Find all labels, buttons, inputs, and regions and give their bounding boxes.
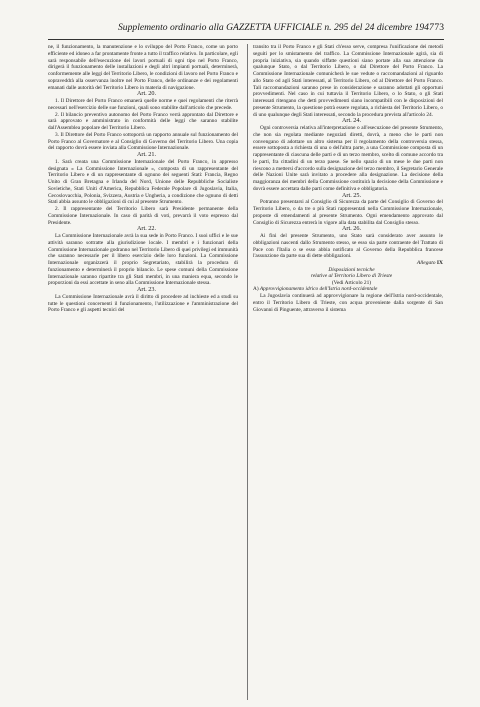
annex-label-text: Allegato	[416, 260, 436, 266]
paragraph: Ai fini del presente Strumento, uno Stato sarà considerato aver assunto le obbligazioni nascenti dallo Strumento stesso, se esso sia parte contraente del Trattato di Pace con l'Italia o se esso abbia notificato al Governo della Repubblica francese l'assunzione da parte sua di dette obbligazioni.	[253, 233, 443, 260]
paragraph: ne, il funzionamento, la manutenzione e lo sviluppo del Porto Franco, come un porto efficiente ed idoneo a far prontamente fronte a tutto il traffico relativo. In particolare, egli sarà responsabile dell'esecuzione dei lavori portuali di ogni tipo nel Porto Franco, dirigerà il funzionamento delle installazioni e degli altri impianti portuali, determinerà, conformemente alle leggi del Territorio Libero, le condizioni di lavoro nel Porto Franco e sopraveddrà alla osservanza inoltre nel Porto Franco, delle ordinanze e dei regolamenti emanati dalle autorità del Territorio Libero in materia di navigazione.	[48, 44, 238, 91]
article-heading: Art. 24.	[341, 117, 362, 125]
annex-number: IX	[436, 260, 443, 266]
page-number: 73	[434, 22, 444, 33]
article-heading: Art. 22.	[136, 225, 157, 233]
article-heading: Art. 21.	[136, 151, 157, 158]
paragraph: Ogni controversia relativa all'interpretazione o all'esecuzione del presente Strumento, che non sia regolata mediante negoziati diretti, dovrà, a meno che le parti non convengano di adottare un altro sistema per il regolamento della controversia stessa, essere sottoposta a richiesta di una o dell'altra parte, a una Commissione composta di un rappresentante di ciascuna delle parti e di un terzo membro, scelto di comune accordo tra le parti, fra cittadini di un terzo paese. Se nello spazio di un mese le due parti non riescono a mettersi d'accordo sulla designazione del terzo membro, il Segretario Generale delle Nazioni Unite sarà invitato a procedere alla designazione. La decisione della maggioranza dei membri della Commissione costituirà la decisione della Commissione e dovrà essere accettata dalle parti come definitiva e obbligatoria.	[253, 125, 443, 192]
paragraph: 2. Il bilancio preventivo autonomo del Porto Franco verrà approntato dal Direttore e sarà approvato e amministrato in conformità delle leggi che saranno stabilite dall'Assemblea popolare del Territorio Libero.	[48, 111, 238, 131]
publication-title: Supplemento ordinario alla GAZZETTA UFFICIALE n. 295 del 24 dicembre 1947	[118, 22, 434, 33]
section-heading	[253, 286, 443, 293]
article-heading: Art. 20.	[136, 90, 157, 98]
paragraph: transito tra il Porto Franco e gli Stati ch'esso serve, compresa l'unificazione dei metodi seguiti per lo smistamento del traffico. La Commissione Internazionale agirà, sia di propria iniziativa, sia quando siffatte questioni siano portate alla sua attenzione da qualunque Stato, o dal Territorio Libero, o dal Direttore del Porto Franco. La Commissione Internazionale comunicherà le sue vedute o raccomandazioni al riguardo allo Stato od agli Stati interessati, al Territorio Libero, od al Direttore del Porto Franco. Tali raccomandazioni saranno prese in considerazione e saranno adottati gli opportuni provvedimenti. Nel caso in cui tuttavia il Territorio Libero, o lo Stato, o gli Stati interessati ritengano che detti provvedimenti siano incompatibili con le disposizioni del presente Strumento, la questione potrà essere regolata, a richiesta del Territorio Libero, o di uno qualunque degli Stati interessati, secondo la procedura prevista all'articolo 24.	[253, 44, 443, 118]
header-rule	[48, 39, 444, 40]
paragraph: La Commissione Internazionale avrà il diritto di procedere ad inchieste ed a studi su tutte le questioni concernenti il funzionamento, l'utilizzazione e l'amministrazione del Porto Franco e gli aspetti tecnici del	[48, 293, 238, 314]
section-letter: A)	[253, 286, 259, 293]
annex-label	[253, 260, 443, 267]
annex-subtitle: relative al Territorio Libero di Trieste	[310, 273, 393, 280]
left-column	[48, 44, 238, 314]
paragraph: Potranno presentarsi al Consiglio di Sicurezza da parte del Consiglio di Governo del Territorio Libero, o da tre o più Stati rappresentati nella Commissione Internazionale, proposte di emendamenti al presente Strumento. Ogni emendamento approvato dal Consiglio di Sicurezza entrerà in vigore alla data stabilita dal Consiglio stesso.	[253, 199, 443, 226]
column-divider	[247, 44, 248, 700]
annex-title: Disposizioni tecniche	[328, 266, 375, 273]
paragraph: 3. Il Direttore del Porto Franco sottoporrà un rapporto annuale sul funzionamento del Porto Franco al Governatore e al Consiglio di Governo del Territorio Libero. Una copia del rapporto dovrà essere inviata alla Commissione Internazionale.	[48, 131, 238, 152]
section-title: Approvvigionamento idrico dell'Istria nord-occidentale	[259, 286, 378, 293]
page-header	[48, 22, 444, 38]
paragraph: 2. Il rappresentante del Territorio Libero sarà Presidente permanente della Commissione Internazionale. In caso di parità di voti, prevarrà il voto espresso dal Presidente.	[48, 206, 238, 226]
article-heading: Art. 23.	[136, 286, 157, 293]
paragraph: La Jugoslavia continuerà ad approvvigionare la regione dell'Istria nord-occidentale, entro il Territorio Libero di Trieste, con acqua proveniente dalla sorgente di San Giovanni di Pinguente, attraverso il sistema	[253, 293, 443, 313]
article-heading: Art. 25.	[341, 191, 362, 199]
paragraph: La Commissione Internazionale avrà la sua sede in Porto Franco. I suoi uffici e le sue attività saranno sottratte alla giurisdizione locale. I membri e i funzionari della Commissione Internazionale godranno nel Territorio Libero di quei privilegi ed immunità che saranno necessarie per il libero esercizio delle loro funzioni. La Commissione Internazionale organizzerà il proprio Segretariato, stabilirà la procedura di funzionamento e determinerà il proprio bilancio. Le spese comuni della Commissione Internazionale saranno ripartite tra gli Stati membri, in una maniera equa, secondo le proporzioni da essi accettate in seno alla Commissione Internazionale stessa.	[48, 233, 238, 287]
paragraph: 1. Il Direttore del Porto Franco emanerà quelle norme e quei regolamenti che riterrà necessari nell'esercizio delle sue funzioni, quali sono stabilite dall'articolo che precede.	[48, 98, 238, 111]
annex-reference: (Vedi Articolo 21)	[331, 279, 372, 286]
article-heading: Art. 26.	[341, 225, 362, 233]
right-column	[253, 44, 443, 313]
paragraph: 1. Sarà creata una Commissione Internazionale del Porto Franco, in appresso designata « La Commissione Internazionale », composta di un rappresentante del Territorio Libero e di un rappresentante di ognuno dei seguenti Stati: Francia, Regno Unito di Gran Bretagna e Irlanda del Nord, Unione delle Repubbliche Socialiste Sovietiche, Stati Uniti d'America, Repubblica Federale Popolare di Jugoslavia, Italia, Cecoslovacchia, Polonia, Svizzera, Austria e Ungheria, a condizione che ognuno di detti Stati abbia assunto le obbligazioni di cui al presente Strumento.	[48, 158, 238, 206]
